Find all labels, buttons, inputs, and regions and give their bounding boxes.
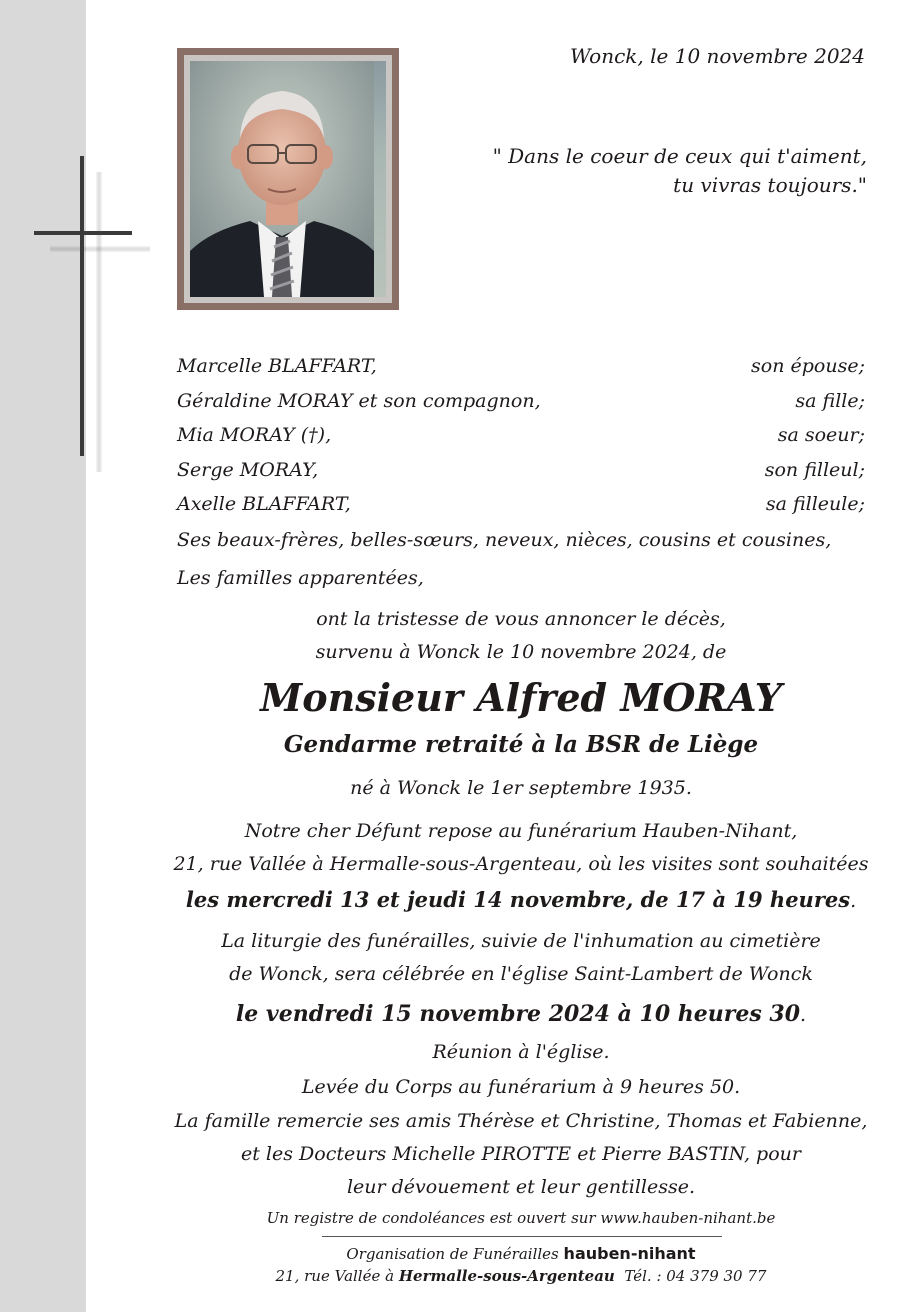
visitation-dates-end: . — [850, 890, 857, 912]
family-extended-line: Ses beaux-frères, belles-sœurs, neveux, nièces, cousins et cousines, — [177, 528, 832, 551]
funeral-datetime-end: . — [800, 1004, 807, 1026]
thanks-line: leur dévouement et leur gentillesse. — [346, 1176, 696, 1198]
family-member-name: Géraldine MORAY et son compagnon, — [177, 389, 541, 412]
announcement-line: ont la tristesse de vous annoncer le décès, — [316, 608, 726, 630]
family-member-relation: sa soeur; — [777, 424, 865, 446]
footer-address-prefix: 21, rue Vallée à — [275, 1267, 395, 1285]
condolences-link[interactable]: Un registre de condoléances est ouvert sur www.hauben-nihant.be — [266, 1209, 776, 1227]
quote-line: " Dans le coeur de ceux qui t'aiment, — [492, 144, 867, 168]
visitation-line: Notre cher Défunt repose au funérarium Hauben-Nihant, — [244, 820, 798, 842]
family-list — [177, 352, 865, 601]
family-member-relation: son épouse; — [751, 355, 865, 377]
family-member-name: Marcelle BLAFFART, — [177, 355, 377, 377]
family-member-name: Mia MORAY (†), — [177, 424, 332, 446]
cross-shadow-horizontal — [50, 246, 150, 252]
birth-line: né à Wonck le 1er septembre 1935. — [350, 777, 692, 799]
family-row — [177, 421, 865, 456]
portrait-photo — [190, 61, 386, 297]
family-member-name: Axelle BLAFFART, — [177, 493, 351, 515]
thanks-line: La famille remercie ses amis Thérèse et Christine, Thomas et Fabienne, — [174, 1110, 868, 1132]
family-row — [177, 456, 865, 491]
document-date: Wonck, le 10 novembre 2024 — [569, 44, 865, 68]
family-member-relation: sa filleule; — [765, 493, 865, 515]
footer-divider — [322, 1236, 722, 1237]
cross-shadow-vertical — [96, 172, 102, 472]
meeting-line: Réunion à l'église. — [432, 1041, 610, 1063]
announcement-line: survenu à Wonck le 10 novembre 2024, de — [315, 641, 727, 663]
family-extended-line: Les familles apparentées, — [177, 566, 424, 589]
lifting-line: Levée du Corps au funérarium à 9 heures 50. — [301, 1076, 741, 1098]
left-sidebar-band — [0, 0, 86, 1312]
deceased-name: Monsieur Alfred MORAY — [260, 675, 782, 720]
visitation-line: 21, rue Vallée à Hermalle-sous-Argenteau, où les visites sont souhaitées — [173, 853, 869, 875]
funeral-line: de Wonck, sera célébrée en l'église Saint-Lambert de Wonck — [229, 963, 813, 985]
visitation-dates-text: les mercredi 13 et jeudi 14 novembre, de 17 à 19 heures — [185, 887, 851, 912]
cross-icon-horizontal — [34, 231, 132, 235]
family-row — [177, 490, 865, 525]
brand-logo: hauben-nihant — [563, 1244, 696, 1263]
funeral-line: La liturgie des funérailles, suivie de l'inhumation au cimetière — [221, 930, 821, 952]
footer-phone: Tél. : 04 379 30 77 — [624, 1267, 767, 1285]
visitation-dates — [170, 887, 872, 912]
funeral-datetime-text: le vendredi 15 novembre 2024 à 10 heures 30 — [235, 1001, 801, 1027]
family-member-relation: son filleul; — [764, 458, 865, 481]
footer-address-city: Hermalle-sous-Argenteau — [398, 1267, 615, 1285]
memorial-quote — [493, 142, 867, 200]
thanks-line: et les Docteurs Michelle PIROTTE et Pierre BASTIN, pour — [241, 1143, 801, 1165]
footer-address — [170, 1267, 872, 1285]
family-row — [177, 352, 865, 387]
portrait-frame — [177, 48, 399, 310]
cross-icon-vertical — [80, 156, 84, 456]
deceased-occupation: Gendarme retraité à la BSR de Liège — [283, 731, 759, 758]
family-member-name: Serge MORAY, — [177, 458, 319, 481]
family-member-relation: sa fille; — [795, 389, 865, 412]
quote-line: tu vivras toujours." — [673, 173, 867, 197]
family-row — [177, 387, 865, 422]
footer-organization — [170, 1244, 872, 1263]
funeral-datetime — [170, 1001, 872, 1027]
footer-org-label: Organisation de Funérailles — [346, 1245, 559, 1263]
